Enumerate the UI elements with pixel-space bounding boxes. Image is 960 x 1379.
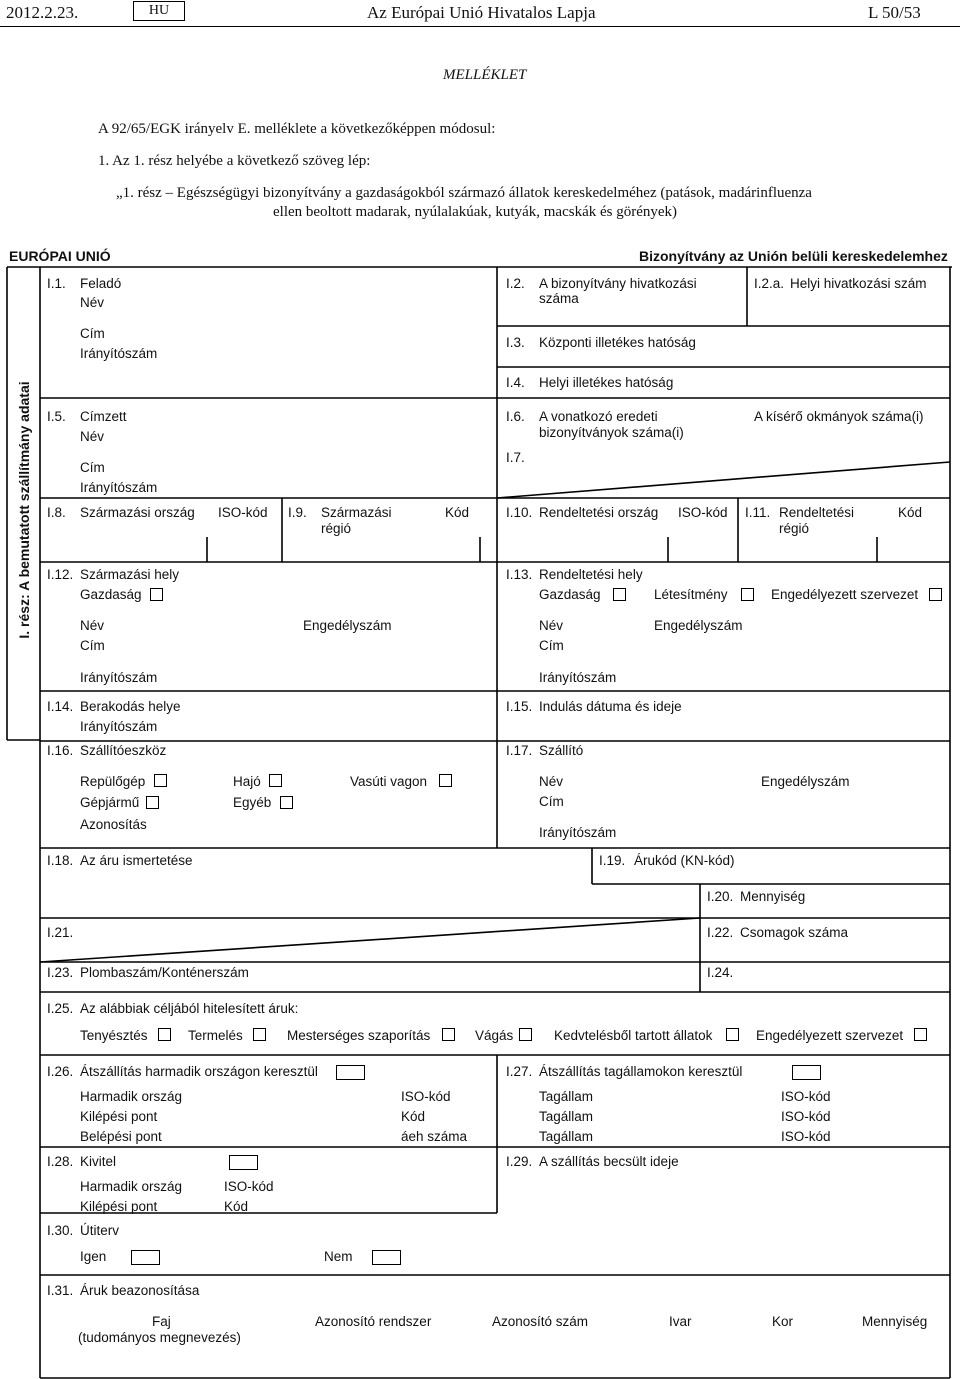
i20-num: I.20.: [707, 889, 734, 904]
i12-name-label: Név: [80, 618, 105, 633]
i21-num: I.21.: [47, 925, 74, 940]
i17-postcode-label: Irányítószám: [539, 825, 617, 840]
i26-iso-label: ISO-kód: [401, 1089, 451, 1104]
i22-title: Csomagok száma: [740, 925, 849, 940]
i25-slaughter-checkbox[interactable]: [519, 1028, 532, 1041]
i31-species-label: Faj: [152, 1314, 171, 1329]
i27-iso-2: ISO-kód: [781, 1109, 831, 1124]
i25-slaughter-label: Vágás: [475, 1028, 514, 1043]
i8-title: Származási ország: [80, 505, 195, 520]
i25-artificial-reproduction-checkbox[interactable]: [442, 1028, 455, 1041]
i31-quantity-label: Mennyiség: [862, 1314, 928, 1329]
i1-address-label: Cím: [80, 326, 105, 341]
i11-title-1: Rendeltetési: [779, 505, 855, 520]
i12-holding-checkbox[interactable]: [150, 588, 163, 601]
i26-bip-number-label: áeh száma: [401, 1129, 468, 1144]
intro-paragraph-2: 1. Az 1. rész helyébe a következő szöveg lép:: [98, 153, 371, 169]
eu-label: EURÓPAI UNIÓ: [9, 248, 111, 264]
i1-postcode-label: Irányítószám: [80, 346, 158, 361]
i18-title: Az áru ismertetése: [80, 853, 193, 868]
i16-title: Szállítóeszköz: [80, 743, 167, 758]
i10-iso-label: ISO-kód: [678, 505, 728, 520]
i13-address-label: Cím: [539, 638, 564, 653]
i2-title-2: száma: [539, 291, 579, 306]
i14-title: Berakodás helye: [80, 699, 181, 714]
i19-title: Árukód (KN-kód): [634, 853, 735, 868]
i13-holding-label: Gazdaság: [539, 587, 601, 602]
i27-member-state-1: Tagállam: [539, 1089, 594, 1104]
i30-yes-label: Igen: [80, 1249, 107, 1264]
i28-export-box[interactable]: [229, 1155, 258, 1170]
i16-ship-label: Hajó: [233, 774, 261, 789]
i31-age-label: Kor: [772, 1314, 794, 1329]
i25-production-checkbox[interactable]: [253, 1028, 266, 1041]
i17-title: Szállító: [539, 743, 584, 758]
i2a-title: Helyi hivatkozási szám: [790, 276, 927, 291]
i6-num: I.6.: [506, 409, 525, 424]
i12-num: I.12.: [47, 567, 74, 582]
i25-artificial-reproduction-label: Mesterséges szaporítás: [287, 1028, 431, 1043]
i15-num: I.15.: [506, 699, 533, 714]
i27-title: Átszállítás tagállamokon keresztül: [539, 1064, 743, 1079]
i26-title: Átszállítás harmadik országon keresztül: [80, 1064, 318, 1079]
i13-postcode-label: Irányítószám: [539, 670, 617, 685]
i1-name-label: Név: [80, 295, 105, 310]
i5-name-label: Név: [80, 429, 105, 444]
i16-other-label: Egyéb: [233, 795, 272, 810]
i4-num: I.4.: [506, 375, 525, 390]
i28-title: Kivitel: [80, 1154, 117, 1169]
i26-num: I.26.: [47, 1064, 74, 1079]
i31-sex-label: Ivar: [669, 1314, 692, 1329]
i17-num: I.17.: [506, 743, 533, 758]
certificate-title: Bizonyítvány az Unión belüli kereskedelemhez: [639, 248, 948, 264]
i16-railway-checkbox[interactable]: [439, 774, 452, 787]
i1-title: Feladó: [80, 276, 122, 291]
i29-title: A szállítás becsült ideje: [539, 1154, 679, 1169]
i30-yes-box[interactable]: [131, 1250, 160, 1265]
i25-pets-label: Kedvtelésből tartott állatok: [554, 1028, 713, 1043]
i1-num: I.1.: [47, 276, 66, 291]
i6-title-1: A vonatkozó eredeti: [539, 409, 658, 424]
i10-num: I.10.: [506, 505, 533, 520]
i2a-num: I.2.a.: [754, 276, 785, 291]
i31-id-number-label: Azonosító szám: [492, 1314, 589, 1329]
i12-holding-label: Gazdaság: [80, 587, 142, 602]
intro-paragraph-1: A 92/65/EGK irányelv E. melléklete a következőképpen módosul:: [98, 121, 496, 137]
i28-code-label: Kód: [224, 1199, 249, 1214]
i27-iso-3: ISO-kód: [781, 1129, 831, 1144]
i17-address-label: Cím: [539, 794, 564, 809]
i24-num: I.24.: [707, 965, 734, 980]
i28-iso-label: ISO-kód: [224, 1179, 274, 1194]
i11-code-label: Kód: [898, 505, 923, 520]
i16-other-checkbox[interactable]: [280, 796, 293, 809]
i6-accompanying-docs: A kísérő okmányok száma(i): [754, 409, 924, 424]
i28-num: I.28.: [47, 1154, 74, 1169]
i7-num: I.7.: [506, 450, 525, 465]
i14-postcode-label: Irányítószám: [80, 719, 158, 734]
i5-address-label: Cím: [80, 460, 105, 475]
i31-num: I.31.: [47, 1283, 74, 1298]
i28-exit-point-label: Kilépési pont: [80, 1199, 158, 1214]
i26-transit-box[interactable]: [336, 1065, 365, 1080]
i13-approval-label: Engedélyszám: [654, 618, 743, 633]
i9-title-1: Származási: [321, 505, 392, 520]
i5-num: I.5.: [47, 409, 66, 424]
i26-exit-point-label: Kilépési pont: [80, 1109, 158, 1124]
i25-num: I.25.: [47, 1001, 74, 1016]
i30-num: I.30.: [47, 1223, 74, 1238]
i25-title: Az alábbiak céljából hitelesített áruk:: [80, 1001, 299, 1016]
i12-title: Származási hely: [80, 567, 180, 582]
page-number: L 50/53: [868, 3, 921, 22]
i16-road-vehicle-label: Gépjármű: [80, 795, 140, 810]
i16-ship-checkbox[interactable]: [269, 774, 282, 787]
i29-num: I.29.: [506, 1154, 533, 1169]
i13-approved-body-checkbox[interactable]: [929, 588, 942, 601]
i9-code-label: Kód: [445, 505, 470, 520]
i25-breeding-label: Tenyésztés: [80, 1028, 148, 1043]
i6-title-2: bizonyítványok száma(i): [539, 425, 684, 440]
i3-title: Központi illetékes hatóság: [539, 335, 696, 350]
i5-title: Címzett: [80, 409, 127, 424]
language-badge: HU: [133, 1, 185, 21]
i4-title: Helyi illetékes hatóság: [539, 375, 674, 390]
i2-title-1: A bizonyítvány hivatkozási: [539, 276, 697, 291]
i30-no-label: Nem: [324, 1249, 353, 1264]
annex-title: MELLÉKLET: [443, 67, 527, 83]
i31-species-sublabel: (tudományos megnevezés): [78, 1330, 241, 1345]
i10-title: Rendeltetési ország: [539, 505, 659, 520]
i13-establishment-label: Létesítmény: [654, 587, 728, 602]
i26-third-country-label: Harmadik ország: [80, 1089, 183, 1104]
i8-num: I.8.: [47, 505, 66, 520]
i16-railway-label: Vasúti vagon: [350, 774, 428, 789]
i30-no-box[interactable]: [372, 1250, 401, 1265]
i25-production-label: Termelés: [188, 1028, 243, 1043]
i8-iso-label: ISO-kód: [218, 505, 268, 520]
i13-num: I.13.: [506, 567, 533, 582]
i16-identification-label: Azonosítás: [80, 817, 147, 832]
i16-aircraft-checkbox[interactable]: [154, 774, 167, 787]
i13-name-label: Név: [539, 618, 564, 633]
i27-member-state-2: Tagállam: [539, 1109, 594, 1124]
journal-title: Az Európai Unió Hivatalos Lapja: [367, 3, 596, 22]
i25-breeding-checkbox[interactable]: [158, 1028, 171, 1041]
i27-iso-1: ISO-kód: [781, 1089, 831, 1104]
i27-member-state-3: Tagállam: [539, 1129, 594, 1144]
i12-approval-label: Engedélyszám: [303, 618, 392, 633]
i16-num: I.16.: [47, 743, 74, 758]
i2-num: I.2.: [506, 276, 525, 291]
publication-date: 2012.2.23.: [6, 3, 79, 22]
i23-title: Plombaszám/Konténerszám: [80, 965, 249, 980]
side-label: I. rész: A bemutatott szállítmány adatai: [16, 381, 32, 639]
i13-establishment-checkbox[interactable]: [741, 588, 754, 601]
i13-approved-body-label: Engedélyezett szervezet: [771, 587, 919, 602]
i16-aircraft-label: Repülőgép: [80, 774, 146, 789]
i12-address-label: Cím: [80, 638, 105, 653]
i13-holding-checkbox[interactable]: [613, 588, 626, 601]
i13-title: Rendeltetési hely: [539, 567, 643, 582]
i11-num: I.11.: [745, 505, 771, 520]
i9-num: I.9.: [288, 505, 307, 520]
i31-id-system-label: Azonosító rendszer: [315, 1314, 432, 1329]
intro-paragraph-3a: „1. rész – Egészségügyi bizonyítvány a gazdaságokból származó állatok kereskedelméhez (patások, madárinfluenza: [116, 185, 812, 201]
intro-paragraph-3b: ellen beoltott madarak, nyúlalakúak, kutyák, macskák és görények): [273, 204, 678, 220]
i3-num: I.3.: [506, 335, 525, 350]
i16-road-vehicle-checkbox[interactable]: [146, 796, 159, 809]
i17-name-label: Név: [539, 774, 564, 789]
i5-postcode-label: Irányítószám: [80, 480, 158, 495]
i27-transit-box[interactable]: [792, 1065, 821, 1080]
i12-postcode-label: Irányítószám: [80, 670, 158, 685]
i28-third-country-label: Harmadik ország: [80, 1179, 183, 1194]
i11-title-2: régió: [779, 521, 810, 536]
i17-approval-label: Engedélyszám: [761, 774, 850, 789]
i25-approved-body-checkbox[interactable]: [914, 1028, 927, 1041]
i15-title: Indulás dátuma és ideje: [539, 699, 682, 714]
i30-title: Útiterv: [80, 1223, 120, 1238]
i25-pets-checkbox[interactable]: [726, 1028, 739, 1041]
i23-num: I.23.: [47, 965, 74, 980]
i14-num: I.14.: [47, 699, 74, 714]
i9-title-2: régió: [321, 521, 352, 536]
i20-title: Mennyiség: [740, 889, 806, 904]
i18-num: I.18.: [47, 853, 74, 868]
i31-title: Áruk beazonosítása: [80, 1283, 200, 1298]
i26-code-label: Kód: [401, 1109, 426, 1124]
i27-num: I.27.: [506, 1064, 533, 1079]
i25-approved-body-label: Engedélyezett szervezet: [756, 1028, 904, 1043]
i19-num: I.19.: [599, 853, 626, 868]
i26-entry-point-label: Belépési pont: [80, 1129, 162, 1144]
i22-num: I.22.: [707, 925, 734, 940]
